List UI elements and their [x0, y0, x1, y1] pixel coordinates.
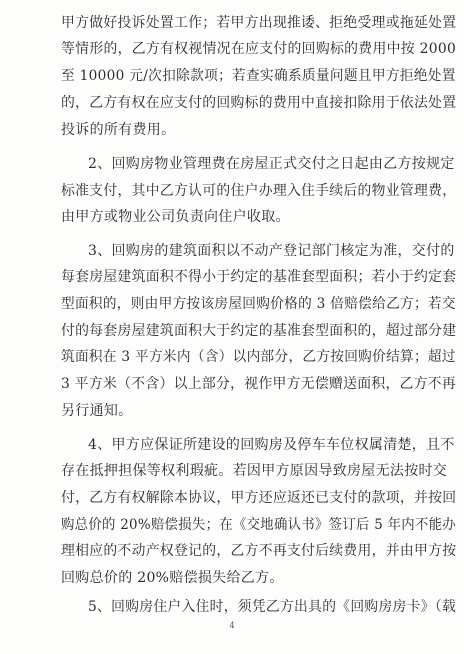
- page-number: 4: [229, 621, 235, 630]
- paragraph-4-start: 4、甲方应保证所建设的回购房及停车车位权属清楚，且不: [88, 437, 455, 453]
- text-line: 由甲方或物业公司负责向住户收取。: [61, 209, 290, 225]
- paragraph-5-start: 5、回购房住户入住时，须凭乙方出具的《回购房房卡》（载: [88, 599, 457, 615]
- text-line: 的，乙方有权在应支付的回购标的费用中直接扣除用于依法处置: [61, 95, 457, 111]
- text-line: 标准支付，其中乙方认可的住户办理入住手续后的物业管理费，: [61, 183, 457, 199]
- text-line: 等情形的，乙方有权视情况在应支付的回购标的费用中按 2000: [61, 41, 457, 57]
- text-line: 3 平方米（不含）以上部分，视作甲方无偿赠送面积，乙方不再: [61, 376, 457, 392]
- text-line: 回购总价的 20%赔偿损失给乙方。: [61, 570, 284, 586]
- text-line: 存在抵押担保等权利瑕疵。若因甲方原因导致房屋无法按时交: [61, 463, 448, 479]
- text-line: 每套房屋建筑面积不得小于约定的基准套型面积；若小于约定套: [61, 269, 457, 285]
- text-line: 型面积的，则由甲方按该房屋回购价格的 3 倍赔偿给乙方；若交: [61, 296, 456, 312]
- text-line: 另行通知。: [61, 403, 133, 419]
- text-line: 筑面积在 3 平方米内（含）以内部分，乙方按回购价结算；超过: [61, 349, 456, 365]
- text-line: 甲方做好投诉处置工作；若甲方出现推诿、拒绝受理或拖延处置: [61, 15, 457, 31]
- paragraph-3-start: 3、回购房的建筑面积以不动产登记部门核定为准，交付的: [88, 243, 455, 259]
- text-line: 投诉的所有费用。: [61, 122, 176, 138]
- text-line: 至 10000 元/次扣除款项；若查实确系质量问题且甲方拒绝处置: [61, 68, 456, 84]
- text-line: 理相应的不动产权登记的，乙方不再支付后续费用，并由甲方按: [61, 543, 457, 559]
- paragraph-2-start: 2、回购房物业管理费在房屋正式交付之日起由乙方按规定: [88, 156, 455, 172]
- text-line: 付的每套房屋建筑面积大于约定的基准套型面积的，超过部分建: [61, 323, 457, 339]
- text-line: 购总价的 20%赔偿损失；在《交地确认书》签订后 5 年内不能办: [61, 517, 456, 533]
- text-line: 付，乙方有权解除本协议，甲方还应返还已支付的款项，并按回: [61, 490, 457, 506]
